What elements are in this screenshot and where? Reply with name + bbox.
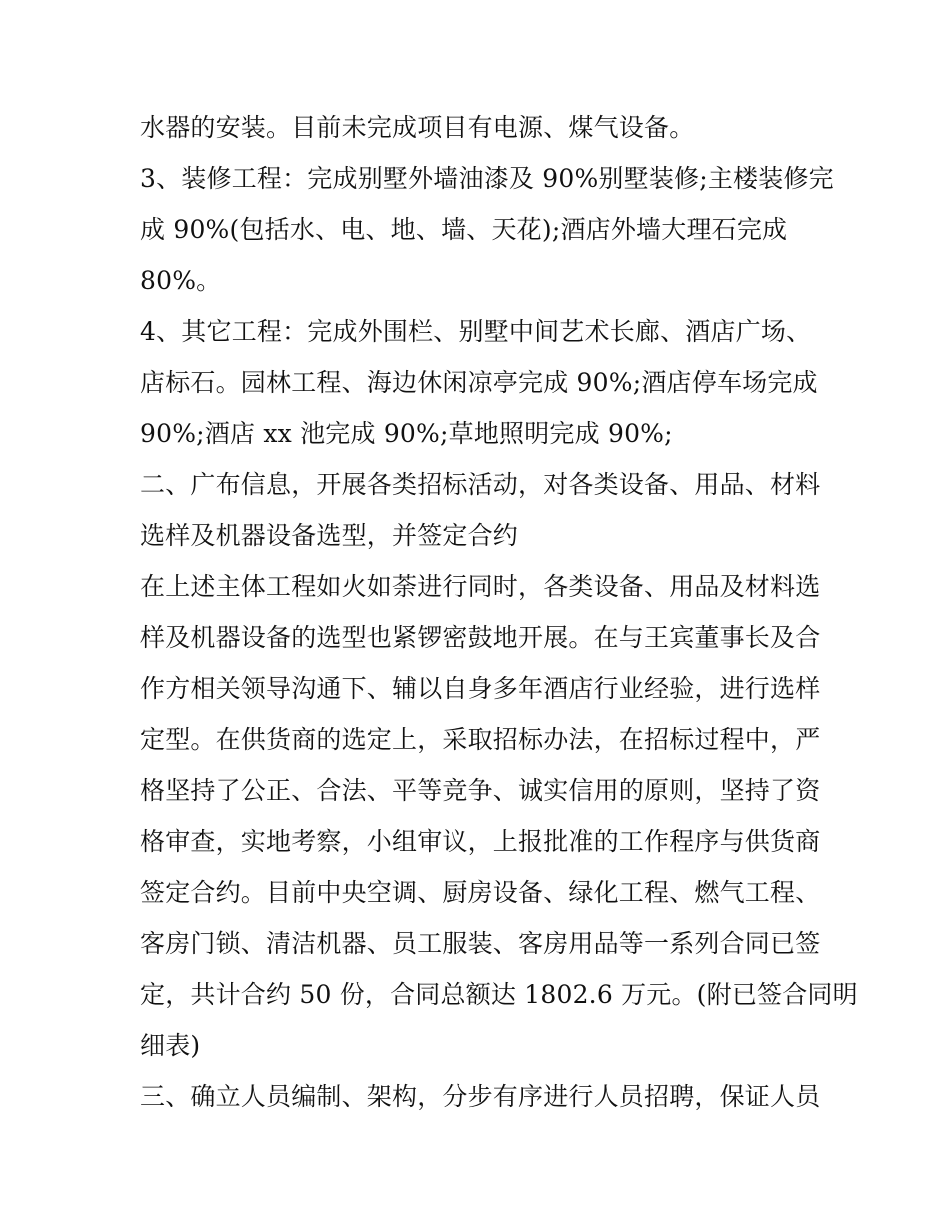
text-line: 定，共计合约 50 份，合同总额达 1802.6 万元。(附已签合同明 (140, 980, 858, 1009)
section-heading-2-cont: 选样及机器设备选型，并签定合约 (140, 521, 519, 550)
text-line: 水器的安装。目前未完成项目有电源、煤气设备。 (140, 113, 695, 142)
text-line: 80%。 (140, 266, 222, 295)
text-line: 店标石。园林工程、海边休闲凉亭完成 90%;酒店停车场完成 (140, 368, 818, 397)
text-line: 3、装修工程：完成别墅外墙油漆及 90%别墅装修;主楼装修完 (140, 164, 834, 193)
text-line: 定型。在供货商的选定上，采取招标办法，在招标过程中，严 (140, 725, 821, 754)
text-line: 成 90%(包括水、电、地、墙、天花);酒店外墙大理石完成 (140, 215, 788, 244)
section-heading-3: 三、确立人员编制、架构，分步有序进行人员招聘，保证人员 (140, 1082, 821, 1111)
text-line: 客房门锁、清洁机器、员工服装、客房用品等一系列合同已签 (140, 929, 821, 958)
text-line: 4、其它工程：完成外围栏、别墅中间艺术长廊、酒店广场、 (140, 317, 812, 346)
text-line: 细表) (140, 1031, 201, 1060)
section-heading-2: 二、广布信息，开展各类招标活动，对各类设备、用品、材料 (140, 470, 821, 499)
text-line: 样及机器设备的选型也紧锣密鼓地开展。在与王宾董事长及合 (140, 623, 821, 652)
text-line: 作方相关领导沟通下、辅以自身多年酒店行业经验，进行选样 (140, 674, 821, 703)
text-line: 90%;酒店 xx 池完成 90%;草地照明完成 90%; (140, 419, 673, 448)
text-line: 格坚持了公正、合法、平等竞争、诚实信用的原则，坚持了资 (140, 776, 821, 805)
text-line: 格审查，实地考察，小组审议，上报批准的工作程序与供货商 (140, 827, 821, 856)
text-line: 签定合约。目前中央空调、厨房设备、绿化工程、燃气工程、 (140, 878, 821, 907)
text-line: 在上述主体工程如火如荼进行同时，各类设备、用品及材料选 (140, 572, 821, 601)
